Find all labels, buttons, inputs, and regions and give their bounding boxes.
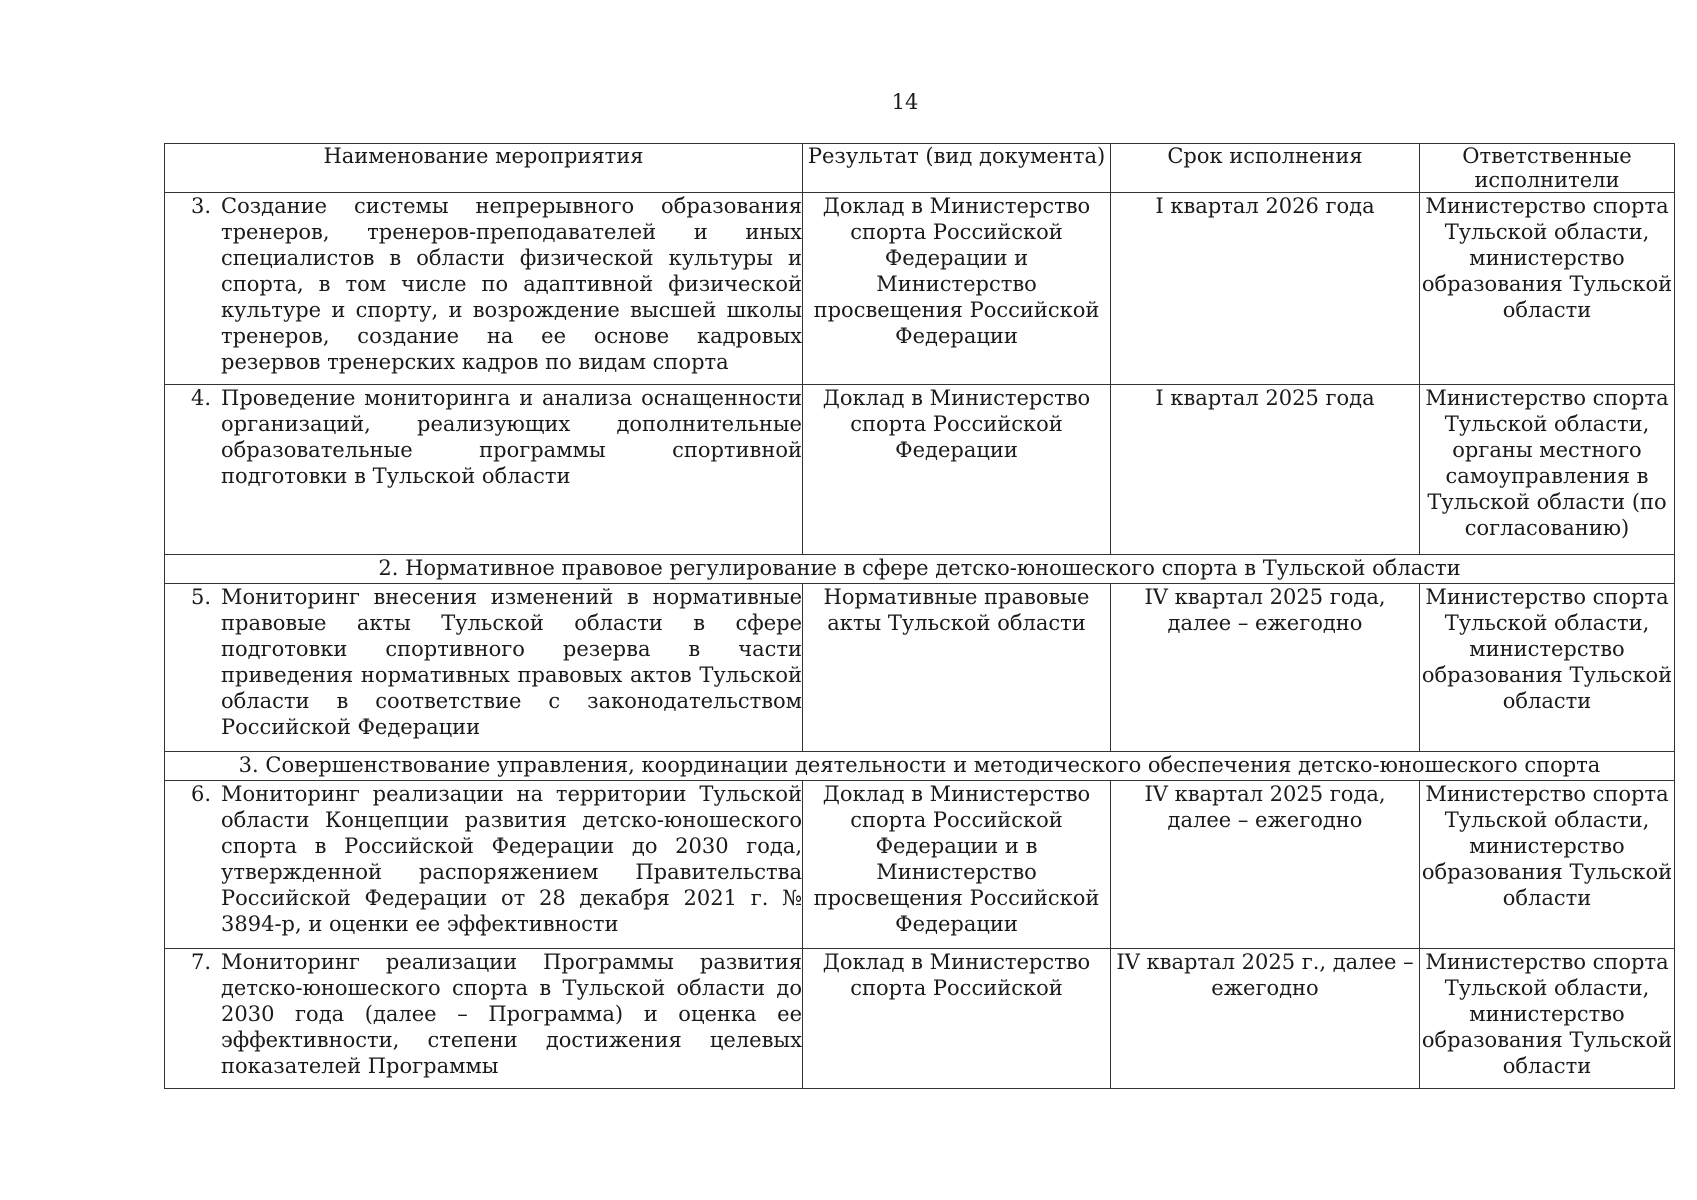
- section-heading-row: [165, 555, 1675, 584]
- event-name: Мониторинг реализации Программы развития детско-юношеского спорта в Тульской области до 2030 года (далее – Программа) и оценка ее эффективности, степени достижения целевых показателей Программы: [221, 950, 802, 1078]
- result-cell: Доклад в Министерство спорта Российской Федерации: [803, 385, 1111, 555]
- event-name: Мониторинг реализации на территории Тульской области Концепции развития детско-юношеского спорта в Российской Федерации до 2030 года, утвержденной распоряжением Правительства Российской Федерации от 28 декабря 2021 г. № 3894-р, и оценки ее эффективности: [221, 782, 802, 936]
- responsible-cell: Министерство спорта Тульской области, министерство образования Тульской области: [1420, 949, 1675, 1089]
- section-heading: 3. Совершенствование управления, координации деятельности и методического обеспечения детско-юношеского спорта: [165, 752, 1675, 781]
- section-heading-row: [165, 752, 1675, 781]
- responsible-cell: Министерство спорта Тульской области, органы местного самоуправления в Тульской области (по согласованию): [1420, 385, 1675, 555]
- event-name-cell: [165, 385, 803, 555]
- row-number: 4.: [190, 386, 211, 410]
- row-number: 6.: [190, 782, 211, 806]
- deadline-cell: IV квартал 2025 года, далее – ежегодно: [1111, 781, 1420, 949]
- result-cell: Нормативные правовые акты Тульской области: [803, 584, 1111, 752]
- deadline-cell: I квартал 2026 года: [1111, 193, 1420, 385]
- action-plan-table: [164, 143, 1675, 1089]
- event-name-cell: [165, 781, 803, 949]
- table-header-row: [165, 144, 1675, 193]
- result-cell: Доклад в Министерство спорта Российской Федерации и Министерство просвещения Российской Федерации: [803, 193, 1111, 385]
- responsible-cell: Министерство спорта Тульской области, министерство образования Тульской области: [1420, 584, 1675, 752]
- row-number: 5.: [190, 585, 211, 609]
- result-cell: Доклад в Министерство спорта Российской: [803, 949, 1111, 1089]
- row-number: 7.: [190, 950, 211, 974]
- header-name: Наименование мероприятия: [165, 144, 803, 193]
- responsible-cell: Министерство спорта Тульской области, министерство образования Тульской области: [1420, 781, 1675, 949]
- table-row: [165, 949, 1675, 1089]
- deadline-cell: IV квартал 2025 г., далее – ежегодно: [1111, 949, 1420, 1089]
- event-name-cell: [165, 584, 803, 752]
- deadline-cell: I квартал 2025 года: [1111, 385, 1420, 555]
- result-cell: Доклад в Министерство спорта Российской Федерации и в Министерство просвещения Российской Федерации: [803, 781, 1111, 949]
- event-name: Мониторинг внесения изменений в нормативные правовые акты Тульской области в сфере подготовки спортивного резерва в части приведения нормативных правовых актов Тульской области в соответствие с законодательством Российской Федерации: [221, 585, 802, 739]
- event-name: Создание системы непрерывного образования тренеров, тренеров-преподавателей и иных специалистов в области физической культуры и спорта, в том числе по адаптивной физической культуре и спорту, и возрождение высшей школы тренеров, создание на ее основе кадровых резервов тренерских кадров по видам спорта: [221, 194, 802, 374]
- page-number: 14: [891, 90, 919, 114]
- table-row: [165, 781, 1675, 949]
- section-heading: 2. Нормативное правовое регулирование в сфере детско-юношеского спорта в Тульской области: [165, 555, 1675, 584]
- deadline-cell: IV квартал 2025 года, далее – ежегодно: [1111, 584, 1420, 752]
- header-deadline: Срок исполнения: [1111, 144, 1420, 193]
- table-row: [165, 584, 1675, 752]
- event-name-cell: [165, 193, 803, 385]
- header-result: Результат (вид документа): [803, 144, 1111, 193]
- table-row: [165, 385, 1675, 555]
- event-name-cell: [165, 949, 803, 1089]
- table-row: [165, 193, 1675, 385]
- event-name: Проведение мониторинга и анализа оснащенности организаций, реализующих дополнительные образовательные программы спортивной подготовки в Тульской области: [221, 386, 802, 488]
- responsible-cell: Министерство спорта Тульской области, министерство образования Тульской области: [1420, 193, 1675, 385]
- row-number: 3.: [190, 194, 211, 218]
- header-responsible: Ответственные исполнители: [1420, 144, 1675, 193]
